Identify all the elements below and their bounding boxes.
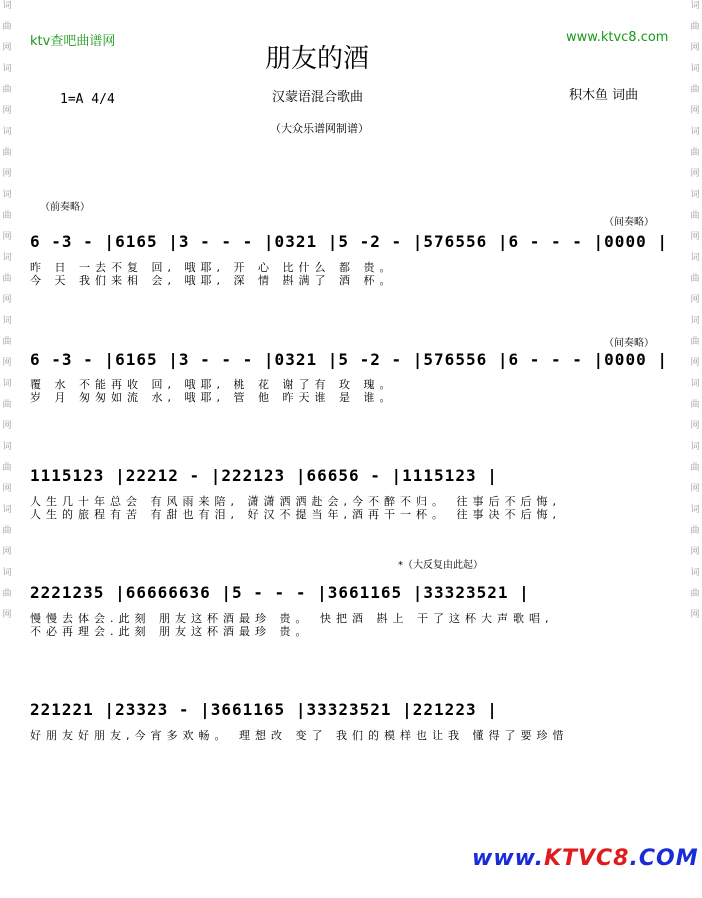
watermark-char: 曲 bbox=[690, 274, 700, 284]
lyric-line-2a: 覆 水 不能再收 回, 哦耶, 桃 花 谢了有 玫 瑰。 bbox=[30, 378, 396, 391]
footer-url-part2: KTVC8 bbox=[543, 846, 630, 871]
left-watermark-column bbox=[0, 0, 14, 898]
watermark-char: 词 bbox=[690, 190, 700, 200]
lyric-line-4a: 慢慢去体会.此刻 朋友这杯酒最珍 贵。 快把酒 斟上 干了这杯大声歌唱, bbox=[30, 612, 554, 625]
watermark-char: 网 bbox=[2, 484, 12, 494]
watermark-char: 词 bbox=[690, 1, 700, 11]
lyric-line-4b: 不必再理会.此刻 朋友这杯酒最珍 贵。 bbox=[30, 625, 312, 638]
watermark-char: 词 bbox=[2, 64, 12, 74]
watermark-char: 网 bbox=[690, 421, 700, 431]
watermark-char: 词 bbox=[690, 64, 700, 74]
watermark-char: 网 bbox=[690, 610, 700, 620]
right-watermark-column bbox=[688, 0, 702, 898]
watermark-char: 词 bbox=[2, 442, 12, 452]
watermark-char: 词 bbox=[2, 505, 12, 515]
watermark-char: 词 bbox=[690, 379, 700, 389]
lyric-line-1a: 昨 日 一去不复 回, 哦耶, 开 心 比什么 都 贵。 bbox=[30, 261, 396, 274]
watermark-char: 曲 bbox=[2, 400, 12, 410]
watermark-char: 词 bbox=[2, 568, 12, 578]
watermark-char: 曲 bbox=[2, 526, 12, 536]
score-line-2: 6 -3 - |6165 |3 - - - |0321 |5 -2 - |576556 |6 - - - |0000 | bbox=[30, 350, 668, 369]
watermark-char: 网 bbox=[690, 169, 700, 179]
watermark-char: 曲 bbox=[690, 589, 700, 599]
watermark-char: 网 bbox=[690, 232, 700, 242]
watermark-char: 曲 bbox=[2, 337, 12, 347]
source-site-label: ktv查吧曲谱网 bbox=[30, 34, 116, 49]
watermark-char: 曲 bbox=[2, 463, 12, 473]
lyric-line-3b: 人生的旅程有苦 有甜也有泪, 好汉不提当年,酒再干一杯。 往事决不后悔, bbox=[30, 508, 561, 521]
watermark-char: 曲 bbox=[690, 22, 700, 32]
song-title: 朋友的酒 bbox=[265, 44, 370, 74]
score-line-3: 1115123 |22212 - |222123 |66656 - |1115123 | bbox=[30, 466, 498, 485]
watermark-char: 网 bbox=[690, 547, 700, 557]
composer-credit: 积木鱼 词曲 bbox=[569, 88, 639, 103]
interlude-note: （间奏略） bbox=[604, 217, 654, 228]
watermark-char: 网 bbox=[2, 169, 12, 179]
watermark-char: 词 bbox=[690, 505, 700, 515]
lyric-line-3a: 人生几十年总会 有风雨来陪, 潇潇洒洒赴会,今不醉不归。 往事后不后悔, bbox=[30, 495, 561, 508]
watermark-char: 曲 bbox=[2, 589, 12, 599]
watermark-char: 网 bbox=[2, 43, 12, 53]
score-line-1: 6 -3 - |6165 |3 - - - |0321 |5 -2 - |576556 |6 - - - |0000 | bbox=[30, 232, 668, 251]
lyric-line-2b: 岁 月 匆匆如流 水, 哦耶, 管 他 昨天谁 是 谁。 bbox=[30, 391, 396, 404]
watermark-char: 曲 bbox=[690, 400, 700, 410]
watermark-char: 词 bbox=[2, 379, 12, 389]
watermark-char: 网 bbox=[2, 106, 12, 116]
interlude-note: （间奏略） bbox=[604, 338, 654, 349]
watermark-char: 词 bbox=[690, 253, 700, 263]
prelude-note: （前奏略） bbox=[40, 202, 90, 213]
score-line-4: 2221235 |66666636 |5 - - - |3661165 |33323521 | bbox=[30, 583, 530, 602]
watermark-char: 曲 bbox=[2, 211, 12, 221]
score-maker: （大众乐谱网制谱） bbox=[270, 122, 369, 135]
watermark-char: 词 bbox=[2, 253, 12, 263]
lyric-line-5a: 好朋友好朋友,今宵多欢畅。 理想改 变了 我们的模样也让我 懂得了要珍惜 bbox=[30, 729, 569, 742]
watermark-char: 词 bbox=[2, 316, 12, 326]
watermark-char: 网 bbox=[2, 610, 12, 620]
watermark-char: 曲 bbox=[690, 211, 700, 221]
watermark-char: 曲 bbox=[2, 85, 12, 95]
watermark-char: 网 bbox=[690, 106, 700, 116]
score-line-5: 221221 |23323 - |3661165 |33323521 |221223 | bbox=[30, 700, 498, 719]
watermark-char: 词 bbox=[2, 190, 12, 200]
footer-site-logo bbox=[472, 846, 699, 871]
watermark-char: 词 bbox=[690, 568, 700, 578]
watermark-char: 曲 bbox=[690, 85, 700, 95]
repeat-start-note: *（大反复由此起） bbox=[398, 560, 483, 571]
watermark-char: 曲 bbox=[2, 148, 12, 158]
footer-url-part3: .COM bbox=[629, 846, 699, 871]
watermark-char: 网 bbox=[2, 295, 12, 305]
key-signature: 1=A 4/4 bbox=[60, 92, 115, 107]
watermark-char: 词 bbox=[690, 127, 700, 137]
watermark-char: 网 bbox=[690, 358, 700, 368]
watermark-char: 曲 bbox=[2, 274, 12, 284]
watermark-char: 词 bbox=[690, 442, 700, 452]
watermark-char: 曲 bbox=[690, 463, 700, 473]
watermark-char: 网 bbox=[2, 232, 12, 242]
footer-url-part1: www. bbox=[472, 846, 544, 871]
watermark-char: 词 bbox=[2, 1, 12, 11]
watermark-char: 网 bbox=[2, 421, 12, 431]
watermark-char: 网 bbox=[2, 547, 12, 557]
watermark-char: 曲 bbox=[690, 148, 700, 158]
watermark-char: 网 bbox=[690, 43, 700, 53]
watermark-char: 网 bbox=[690, 295, 700, 305]
watermark-char: 词 bbox=[2, 127, 12, 137]
watermark-char: 网 bbox=[2, 358, 12, 368]
watermark-char: 网 bbox=[690, 484, 700, 494]
watermark-char: 曲 bbox=[690, 526, 700, 536]
lyric-line-1b: 今 天 我们来相 会, 哦耶, 深 情 斟满了 酒 杯。 bbox=[30, 274, 396, 287]
song-subtitle: 汉蒙语混合歌曲 bbox=[272, 90, 364, 105]
watermark-char: 词 bbox=[690, 316, 700, 326]
watermark-char: 曲 bbox=[2, 22, 12, 32]
watermark-char: 曲 bbox=[690, 337, 700, 347]
source-url-label: www.ktvc8.com bbox=[566, 30, 669, 45]
